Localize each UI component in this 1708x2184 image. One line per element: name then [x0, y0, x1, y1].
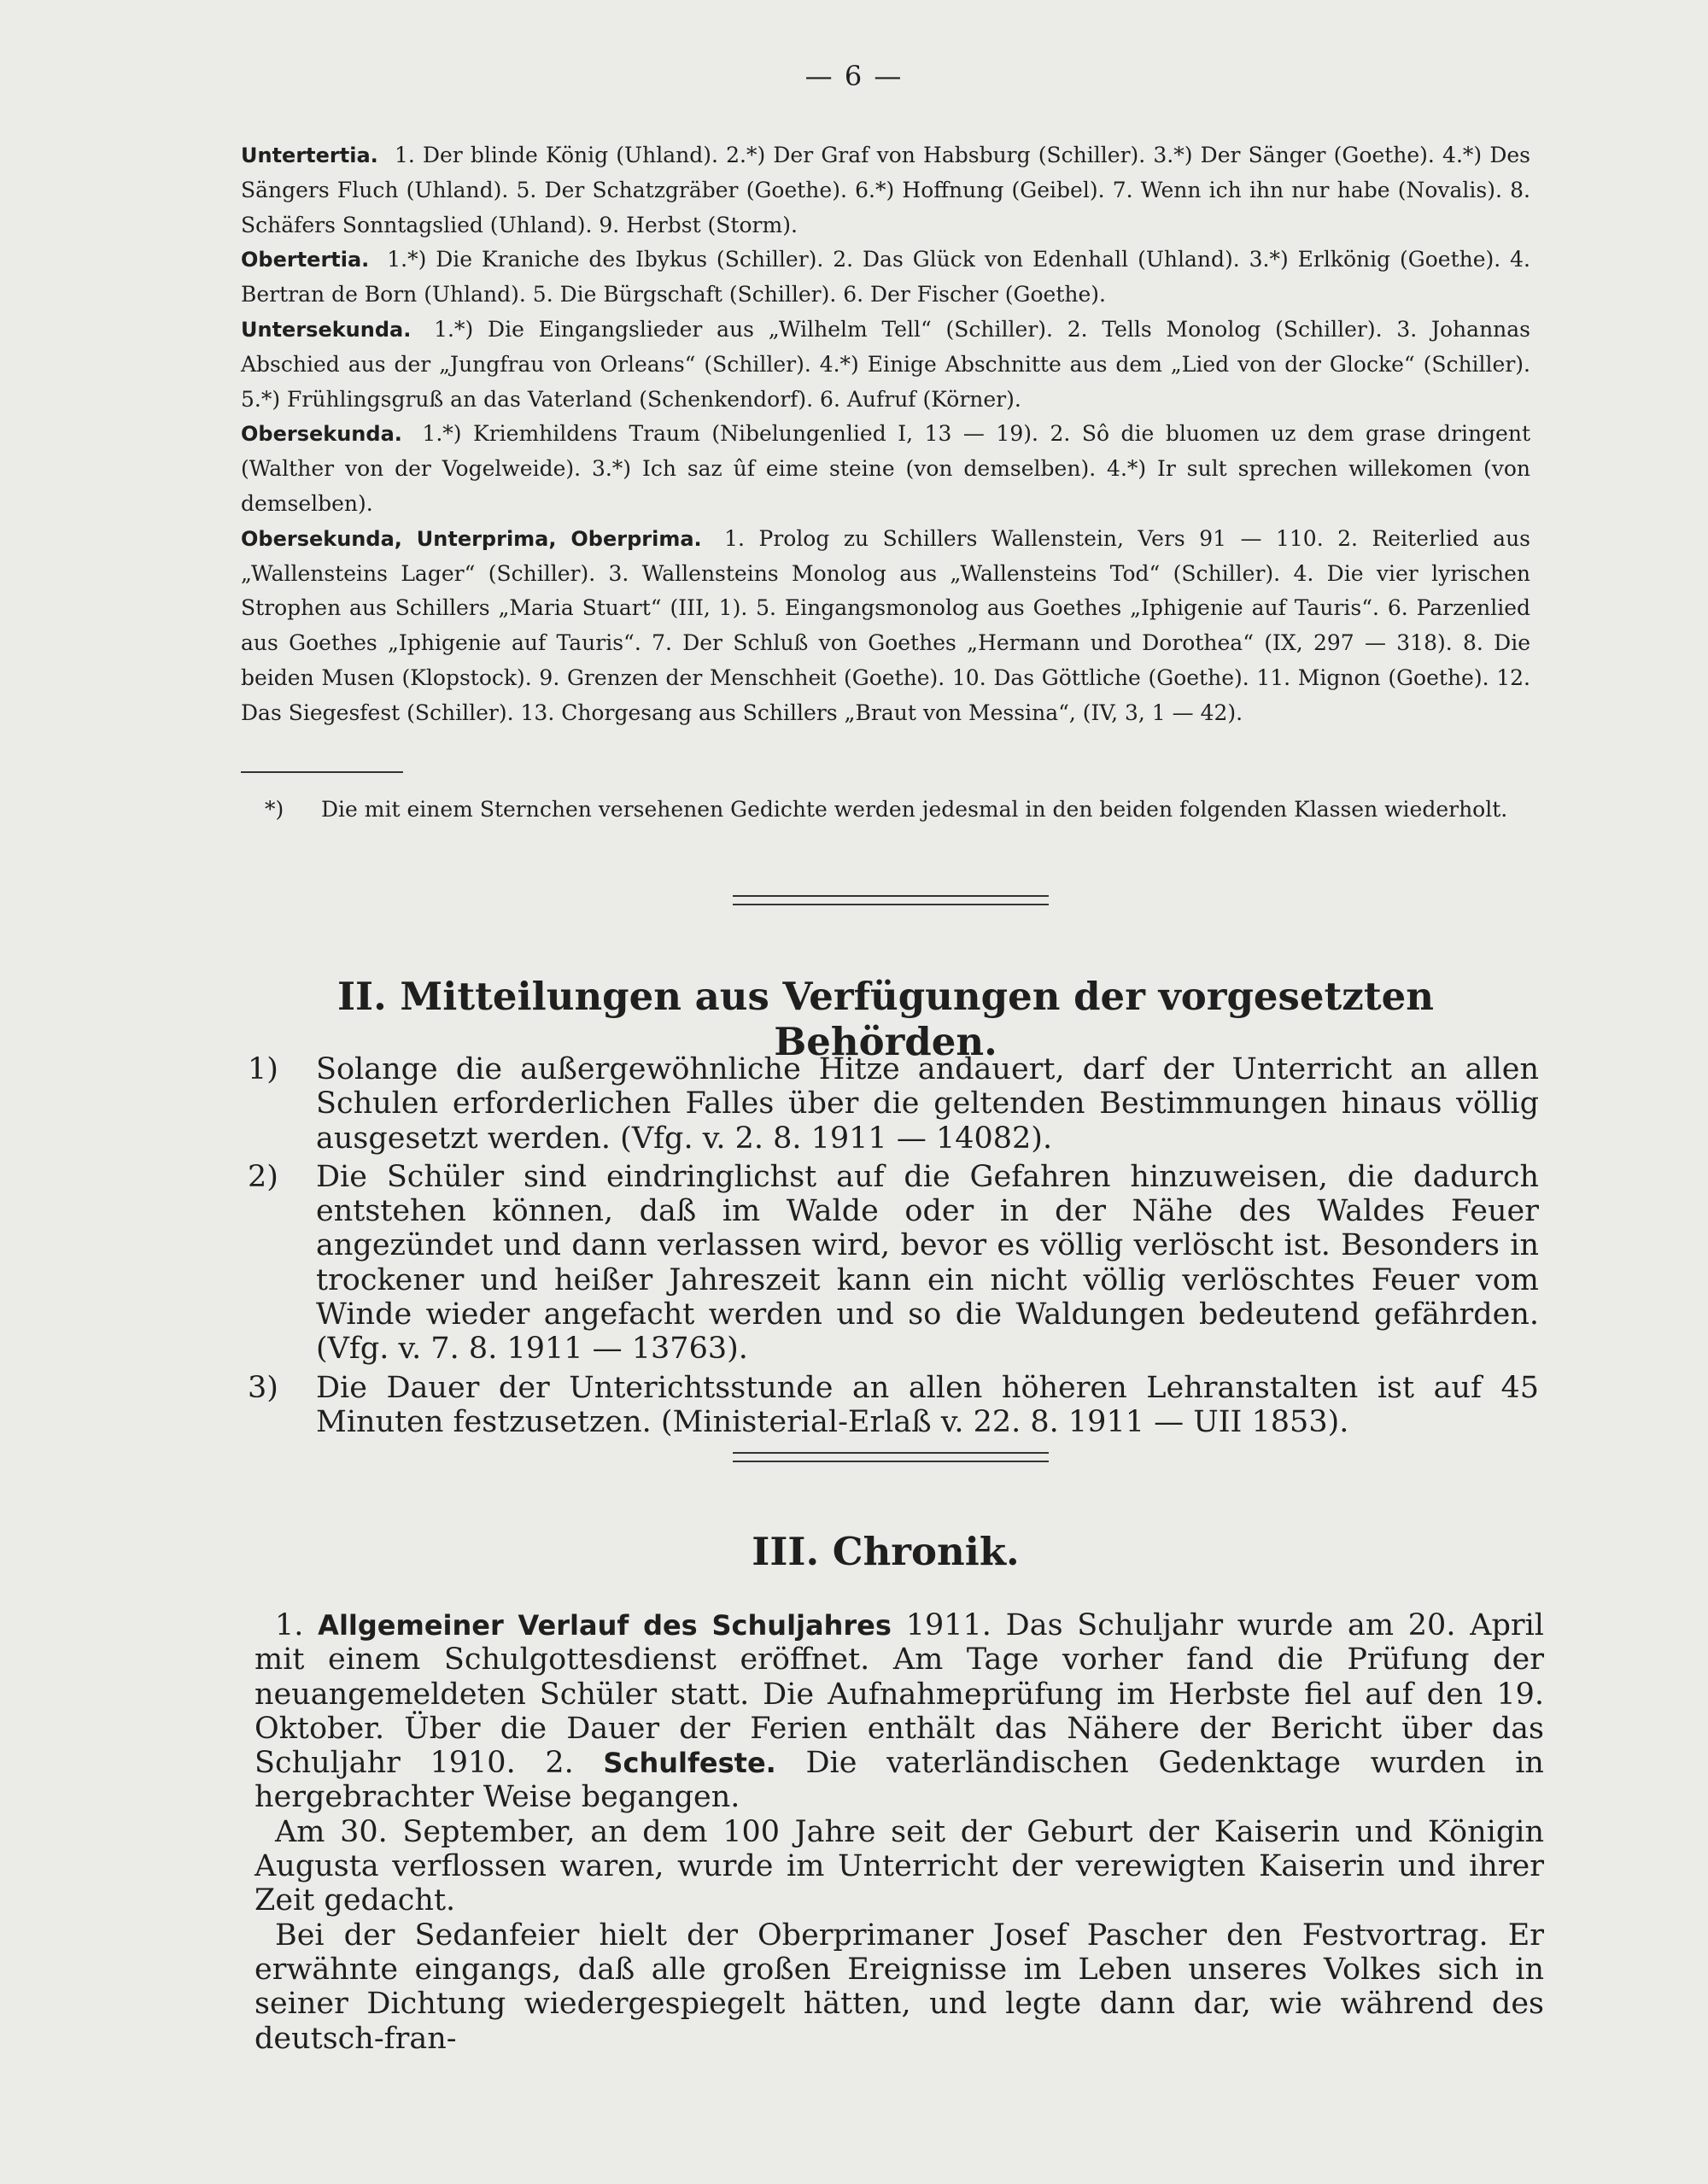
section-divider: [733, 895, 1049, 905]
chronicle-text: [254, 1608, 1544, 2056]
section-title-mitteilungen: II. Mitteilungen aus Verfügungen der vorgesetzten Behörden.: [337, 974, 1434, 1064]
section-title-chronik: III. Chronik.: [752, 1529, 1020, 1574]
ordinance-list: [241, 1052, 1539, 1443]
ordinance-number: 3): [248, 1370, 278, 1405]
ordinance-text: Die Dauer der Unterichtsstunde an allen höheren Lehranstalten ist auf 45 Minuten festzusetzen. (Ministerial-Erlaß v. 22. 8. 1911 — UII 1853).: [316, 1370, 1539, 1439]
poem-list-entry: [241, 417, 1530, 521]
paragraph-number: 2.: [545, 1746, 574, 1781]
chronicle-paragraph: Bei der Sedanfeier hielt der Oberprimaner Josef Pascher den Festvortrag. Er erwähnte eingangs, daß alle großen Ereignisse im Leben unseres Volkes sich in seiner Dichtung wiedergespiegelt hätten, und legte dann dar, wie während des deutsch-fran-: [254, 1918, 1544, 2056]
ordinance-text: Die Schüler sind eindringlichst auf die Gefahren hinzuweisen, die dadurch entstehen können, daß im Walde oder in der Nähe des Waldes Feuer angezündet und dann verlassen wird, bevor es völlig verlöscht ist. Besonders in trockener und heißer Jahreszeit kann ein nicht völlig verlöschtes Feuer vom Winde wieder angefacht werden und so die Waldungen bedeutend gefährden. (Vfg. v. 7. 8. 1911 — 13763).: [316, 1159, 1539, 1367]
ordinance-item: [241, 1052, 1539, 1156]
class-label: Obersekunda.: [241, 422, 402, 447]
page-number: — 6 —: [804, 60, 904, 92]
section-divider: [733, 1452, 1049, 1462]
footnote-rule: [241, 771, 403, 773]
ordinance-item: [241, 1160, 1539, 1367]
paragraph-number: 1.: [275, 1608, 304, 1642]
footnote-mark: *): [265, 797, 284, 822]
paragraph-text: Die vaterländischen Gedenktage wurden in hergebrachter Weise begangen.: [254, 1746, 1544, 1815]
poem-list-entry: [241, 243, 1530, 313]
chronicle-paragraph: [254, 1608, 1544, 1815]
ordinance-number: 2): [248, 1159, 278, 1194]
poem-list-text: 1. Der blinde König (Uhland). 2.*) Der Graf von Habsburg (Schiller). 3.*) Der Sänger (Goethe). 4.*) Des Sängers Fluch (Uhland). 5. Der Schatzgräber (Goethe). 6.*) Hoffnung (Geibel). 7. Wenn ich ihn nur habe (Novalis). 8. Schäfers Sonntagslied (Uhland). 9. Herbst (Storm).: [241, 143, 1530, 237]
chronicle-paragraph: Am 30. September, an dem 100 Jahre seit der Geburt der Kaiserin und Königin Augusta verflossen waren, wurde im Unterricht der verewigten Kaiserin und ihrer Zeit gedacht.: [254, 1814, 1544, 1918]
footnote-text: Die mit einem Sternchen versehenen Gedichte werden jedesmal in den beiden folgenden Klassen wiederholt.: [321, 797, 1508, 822]
poem-list-entry: [241, 522, 1530, 731]
paragraph-heading: Schulfeste.: [603, 1747, 776, 1780]
footnote: [265, 793, 1532, 827]
poem-list-text: 1.*) Kriemhildens Traum (Nibelungenlied I, 13 — 19). 2. Sô die bluomen uz dem grase dringent (Walther von der Vogelweide). 3.*) Ich saz ûf eime steine (von demselben). 4.*) Ir sult sprechen willekomen (von demselben).: [241, 421, 1530, 516]
poem-list: [241, 138, 1530, 731]
class-label: Obertertia.: [241, 248, 370, 272]
class-label: Untersekunda.: [241, 317, 412, 342]
poem-list-text: 1.*) Die Kraniche des Ibykus (Schiller). 2. Das Glück von Edenhall (Uhland). 3.*) Erlkönig (Goethe). 4. Bertran de Born (Uhland). 5. Die Bürgschaft (Schiller). 6. Der Fischer (Goethe).: [241, 247, 1530, 307]
ordinance-number: 1): [248, 1052, 278, 1086]
class-label: Obersekunda, Unterprima, Oberprima.: [241, 526, 702, 551]
ordinance-text: Solange die außergewöhnliche Hitze andauert, darf der Unterricht an allen Schulen erforderlichen Falles über die geltenden Bestimmungen hinaus völlig ausgesetzt werden. (Vfg. v. 2. 8. 1911 — 14082).: [316, 1052, 1539, 1156]
poem-list-text: 1.*) Die Eingangslieder aus „Wilhelm Tell“ (Schiller). 2. Tells Monolog (Schiller). 3. Johannas Abschied aus der „Jungfrau von Orleans“ (Schiller). 4.*) Einige Abschnitte aus dem „Lied von der Glocke“ (Schiller). 5.*) Frühlingsgruß an das Vaterland (Schenkendorf). 6. Aufruf (Körner).: [241, 316, 1531, 412]
poem-list-text: 1. Prolog zu Schillers Wallenstein, Vers 91 — 110. 2. Reiterlied aus „Wallensteins Lager“ (Schiller). 3. Wallensteins Monolog aus „Wallensteins Tod“ (Schiller). 4. Die vier lyrischen Strophen aus Schillers „Maria Stuart“ (III, 1). 5. Eingangsmonolog aus Goethes „Iphigenie auf Tauris“. 6. Parzenlied aus Goethes „Iphigenie auf Tauris“. 7. Der Schluß von Goethes „Hermann und Dorothea“ (IX, 297 — 318). 8. Die beiden Musen (Klopstock). 9. Grenzen der Menschheit (Goethe). 10. Das Göttliche (Goethe). 11. Mignon (Goethe). 12. Das Siegesfest (Schiller). 13. Chorgesang aus Schillers „Braut von Messina“, (IV, 3, 1 — 42).: [241, 525, 1531, 725]
paragraph-text: 1911. Das Schuljahr wurde am 20. April mit einem Schulgottesdienst eröffnet. Am Tage vorher fand die Prüfung der neuangemeldeten Schüler statt. Die Aufnahmeprüfung im Herbste fiel auf den 19. Oktober. Über die Dauer der Ferien enthält das Nähere der Bericht über das Schuljahr 1910.: [254, 1608, 1544, 1781]
paragraph-heading: Allgemeiner Verlauf des Schuljahres: [318, 1609, 892, 1642]
class-label: Untertertia.: [241, 143, 378, 167]
ordinance-item: [241, 1371, 1539, 1440]
poem-list-entry: [241, 138, 1530, 243]
poem-list-entry: [241, 313, 1530, 417]
